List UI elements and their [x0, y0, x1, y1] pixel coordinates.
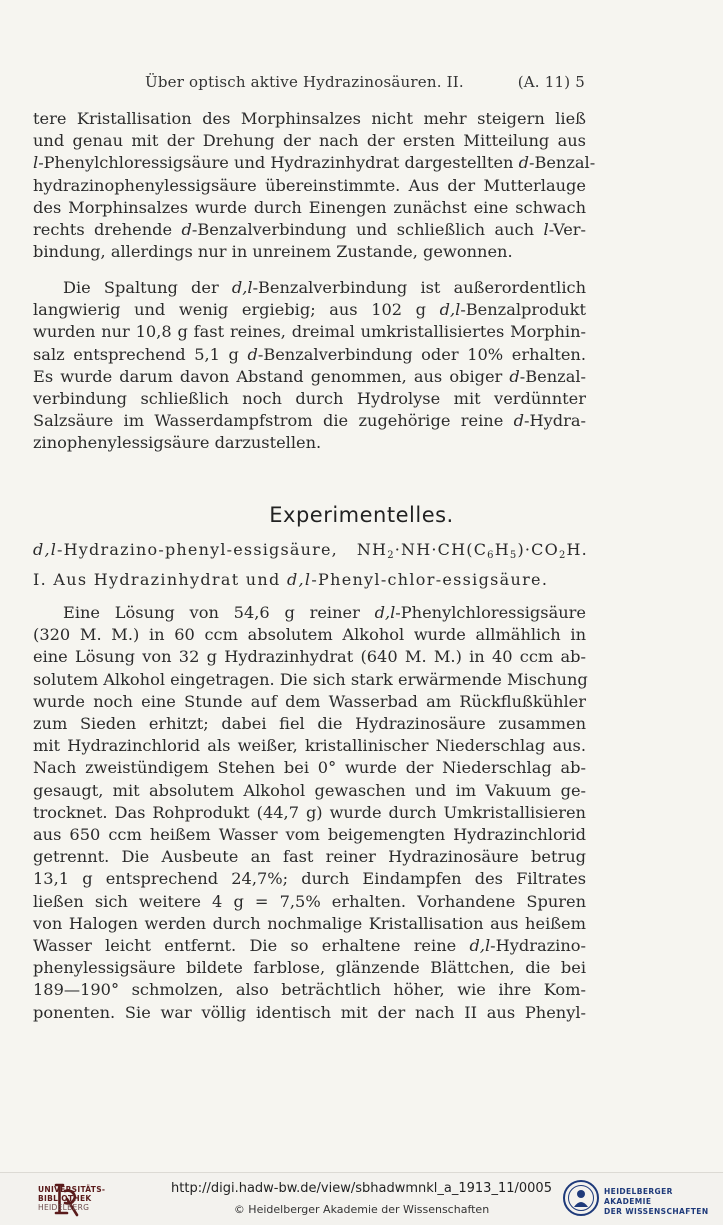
- text-line: von Halogen werden durch nochmalige Kristallisation aus heißem: [33, 913, 586, 933]
- copyright-notice: © Heidelberger Akademie der Wissenschaften: [233, 1203, 490, 1216]
- text-line: Salzsäure im Wasserdampfstrom die zugehörige reine d-Hydra-: [33, 411, 586, 431]
- paragraph-1: [33, 108, 596, 263]
- text-line: 13,1 g entsprechend 24,7%; durch Eindampfen des Filtrates: [33, 869, 586, 889]
- academy-name: HEIDELBERGER AKADEMIE DER WISSENSCHAFTEN: [604, 1187, 709, 1216]
- paragraph-2: [33, 277, 586, 455]
- text-line: mit Hydrazinchlorid als weißer, kristallinischer Niederschlag aus.: [33, 736, 586, 756]
- text-line: ließen sich weitere 4 g = 7,5% erhalten. Vorhandene Spuren: [33, 891, 586, 911]
- running-head-title: Über optisch aktive Hydrazinosäuren. II.: [145, 73, 464, 91]
- text-line: eine Lösung von 32 g Hydrazinhydrat (640 M. M.) in 40 ccm ab-: [33, 647, 586, 667]
- text-line: phenylessigsäure bildete farblose, glänzende Blättchen, die bei: [33, 958, 586, 978]
- text-line: Es wurde darum davon Abstand genommen, aus obiger d-Benzal-: [33, 366, 586, 386]
- running-head-page-ref: (A. 11) 5: [517, 73, 585, 91]
- permalink-url[interactable]: http://digi.hadw-bw.de/view/sbhadwmnkl_a_1913_11/0005: [171, 1181, 552, 1196]
- text-line: getrennt. Die Ausbeute an fast reiner Hydrazinosäure betrug: [33, 847, 586, 867]
- text-line: Nach zweistündigem Stehen bei 0° wurde der Niederschlag ab-: [33, 758, 586, 778]
- paragraph-3: [33, 602, 586, 1024]
- text-line: trocknet. Das Rohprodukt (44,7 g) wurde durch Umkristallisieren: [33, 802, 586, 822]
- text-line: l-Phenylchloressigsäure und Hydrazinhydrat dargestellten d-Benzal-: [33, 153, 596, 173]
- text-line: Die Spaltung der d,l-Benzalverbindung ist außerordentlich: [63, 278, 586, 297]
- academy-seal-icon[interactable]: [562, 1179, 600, 1217]
- text-line: zum Sieden erhitzt; dabei fiel die Hydrazinosäure zusammen: [33, 714, 586, 734]
- text-line: tere Kristallisation des Morphinsalzes nicht mehr steigern ließ: [33, 109, 586, 128]
- text-line: aus 650 ccm heißem Wasser vom beigemengten Hydrazinchlorid: [33, 825, 586, 845]
- viewer-footer: [0, 1172, 723, 1225]
- text-line: Eine Lösung von 54,6 g reiner d,l-Phenylchloressigsäure: [63, 603, 586, 622]
- text-line: solutem Alkohol eingetragen. Die sich stark erwärmende Mischung: [33, 669, 588, 689]
- text-line: wurden nur 10,8 g fast reines, dreimal umkristallisiertes Morphin-: [33, 322, 586, 342]
- text-line: langwierig und wenig ergiebig; aus 102 g d,l-Benzalprodukt: [33, 300, 586, 320]
- text-line: Wasser leicht entfernt. Die so erhaltene reine d,l-Hydrazino-: [33, 936, 586, 956]
- text-line: verbindung schließlich noch durch Hydrolyse mit verdünnter: [33, 389, 586, 409]
- text-line: 189—190° schmolzen, also beträchtlich höher, wie ihre Kom-: [33, 980, 586, 1000]
- university-library-name: UNIVERSITÄTS- BIBLIOTHEK HEIDELBERG: [38, 1185, 106, 1212]
- compound-title: d,l-Hydrazino-phenyl-essigsäure, $NH_2\cdot NH\cdot CH(C_6H_5)\cdot CO_2H$.: [33, 540, 588, 561]
- text-line: ponenten. Sie war völlig identisch mit der nach II aus Phenyl-: [33, 1002, 586, 1022]
- compound-formula: $NH_2\cdot NH\cdot CH(C_6H_5)\cdot CO_2H$.: [356, 540, 588, 561]
- text-line: salz entsprechend 5,1 g d-Benzalverbindung oder 10% erhalten.: [33, 344, 586, 364]
- text-line: hydrazinophenylessigsäure übereinstimmte. Aus der Mutterlauge: [33, 175, 586, 195]
- text-line: zinophenylessigsäure darzustellen.: [33, 433, 322, 453]
- text-line: wurde noch eine Stunde auf dem Wasserbad am Rückflußkühler: [33, 691, 586, 711]
- text-line: (320 M. M.) in 60 ccm absolutem Alkohol wurde allmählich in: [33, 625, 586, 645]
- section-heading: Experimentelles.: [269, 503, 454, 527]
- text-line: gesaugt, mit absolutem Alkohol gewaschen und im Vakuum ge-: [33, 780, 586, 800]
- text-line: des Morphinsalzes wurde durch Einengen zunächst eine schwach: [33, 197, 586, 217]
- subsection-heading: I. Aus Hydrazinhydrat und d,l-Phenyl-chlor-essigsäure.: [33, 570, 549, 589]
- text-line: bindung, allerdings nur in unreinem Zustande, gewonnen.: [33, 242, 513, 262]
- text-line: und genau mit der Drehung der nach der ersten Mitteilung aus: [33, 131, 586, 151]
- text-line: rechts drehende d-Benzalverbindung und schließlich auch l-Ver-: [33, 220, 586, 240]
